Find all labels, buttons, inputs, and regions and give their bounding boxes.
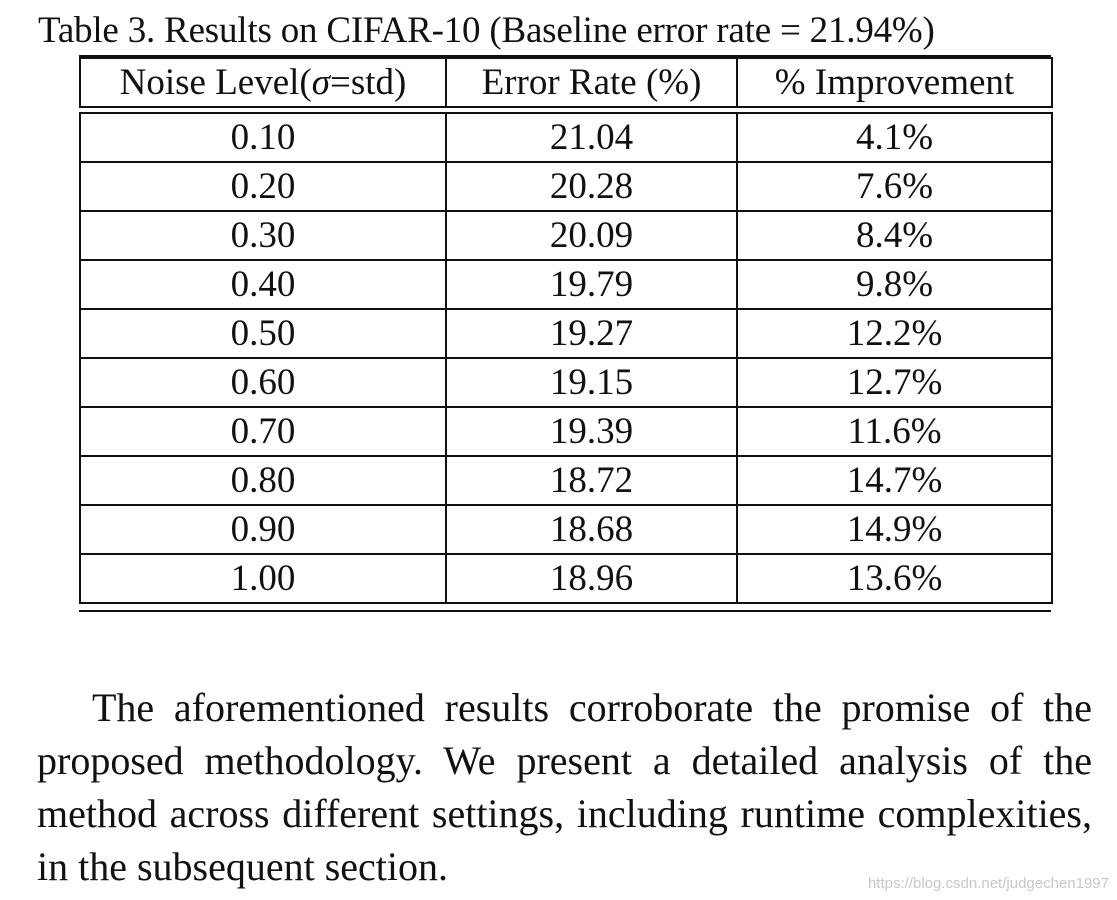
table-bottom-rule (79, 610, 1051, 612)
cell-improvement: 4.1% (737, 113, 1052, 162)
header-error-rate: Error Rate (%) (446, 58, 737, 107)
cell-error-rate: 19.15 (446, 358, 737, 407)
header-noise-level (80, 58, 446, 107)
cell-error-rate: 19.27 (446, 309, 737, 358)
header-noise-prefix: Noise Level( (119, 62, 312, 103)
cell-improvement: 14.9% (737, 505, 1052, 554)
cell-error-rate: 19.39 (446, 407, 737, 456)
cell-error-rate: 18.96 (446, 554, 737, 603)
cell-error-rate: 20.28 (446, 162, 737, 211)
cell-noise-level: 1.00 (80, 554, 446, 603)
cell-noise-level: 0.40 (80, 260, 446, 309)
table-row (80, 554, 1052, 603)
table-row (80, 407, 1052, 456)
cell-error-rate: 19.79 (446, 260, 737, 309)
cell-noise-level: 0.20 (80, 162, 446, 211)
cell-error-rate: 18.72 (446, 456, 737, 505)
header-noise-suffix: =std) (330, 62, 407, 103)
sigma-symbol: σ (311, 62, 330, 103)
table-caption: Table 3. Results on CIFAR-10 (Baseline error rate = 21.94%) (38, 10, 935, 51)
cell-noise-level: 0.90 (80, 505, 446, 554)
table-row (80, 113, 1052, 162)
cell-improvement: 12.7% (737, 358, 1052, 407)
header-improvement: % Improvement (737, 58, 1052, 107)
watermark: https://blog.csdn.net/judgechen1997 (867, 875, 1109, 892)
cell-improvement: 13.6% (737, 554, 1052, 603)
cell-improvement: 9.8% (737, 260, 1052, 309)
cell-error-rate: 18.68 (446, 505, 737, 554)
body-paragraph-text: The aforementioned results corroborate the promise of the proposed methodology. We present a detailed analysis of the method across different settings, including runtime complexities, in the subsequent section. (37, 685, 1092, 889)
table-row (80, 260, 1052, 309)
table-row (80, 162, 1052, 211)
table-row (80, 358, 1052, 407)
body-paragraph (37, 681, 1092, 893)
cell-noise-level: 0.80 (80, 456, 446, 505)
cell-improvement: 7.6% (737, 162, 1052, 211)
table-row (80, 505, 1052, 554)
cell-improvement: 14.7% (737, 456, 1052, 505)
cell-error-rate: 20.09 (446, 211, 737, 260)
cell-improvement: 11.6% (737, 407, 1052, 456)
cell-noise-level: 0.50 (80, 309, 446, 358)
cell-error-rate: 21.04 (446, 113, 737, 162)
table-header-row (80, 58, 1052, 107)
cell-improvement: 8.4% (737, 211, 1052, 260)
table-row (80, 309, 1052, 358)
cell-noise-level: 0.30 (80, 211, 446, 260)
table-body (80, 113, 1052, 603)
cell-improvement: 12.2% (737, 309, 1052, 358)
cell-noise-level: 0.70 (80, 407, 446, 456)
results-table-container (79, 55, 1051, 612)
results-table (79, 57, 1053, 604)
cell-noise-level: 0.60 (80, 358, 446, 407)
cell-noise-level: 0.10 (80, 113, 446, 162)
table-row (80, 211, 1052, 260)
table-row (80, 456, 1052, 505)
